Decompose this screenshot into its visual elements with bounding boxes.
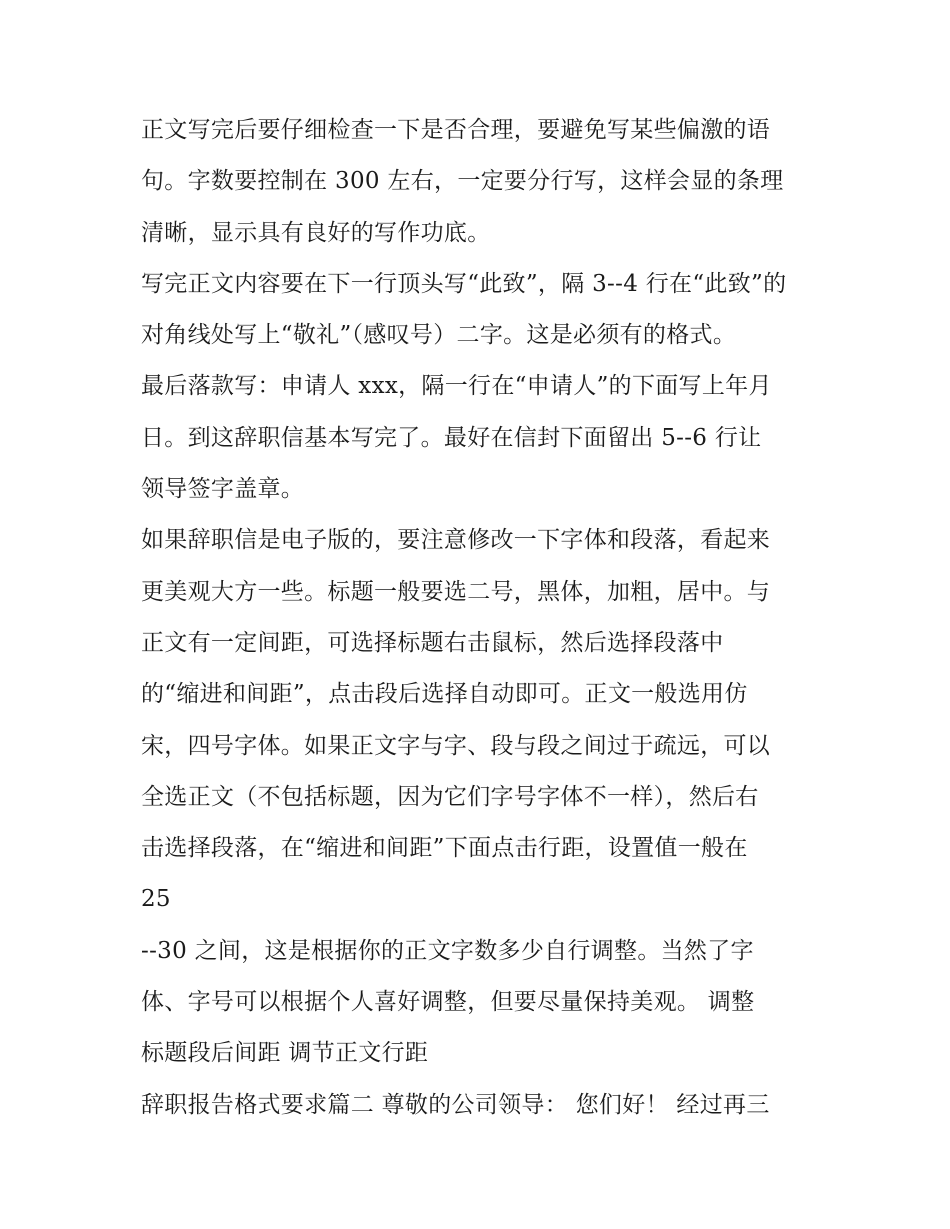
text-line-12: 的“缩进和间距”，点击段后选择自动即可。正文一般选用仿 xyxy=(141,681,748,708)
text-line-19: 标题段后间距 调节正文行距 xyxy=(141,1040,429,1067)
text-line-11: 正文有一定间距，可选择标题右击鼠标，然后选择段落中 xyxy=(141,629,724,656)
text-line-9: 如果辞职信是电子版的，要注意修改一下字体和段落，看起来 xyxy=(141,527,771,554)
text-line-6: 最后落款写：申请人 xxx，隔一行在“申请人”的下面写上年月 xyxy=(141,373,772,400)
text-line-16: 25 xyxy=(141,886,171,913)
text-line-4: 写完正文内容要在下一行顶头写“此致”，隔 3--4 行在“此致”的 xyxy=(141,270,787,297)
text-line-17: --30 之间，这是根据你的正文字数多少自行调整。当然了字 xyxy=(141,937,754,964)
text-line-13: 宋，四号字体。如果正文字与字、段与段之间过于疏远，可以 xyxy=(141,732,771,759)
text-line-1: 正文写完后要仔细检查一下是否合理，要避免写某些偏激的语 xyxy=(141,117,771,143)
text-line-7: 日。到这辞职信基本写完了。最好在信封下面留出 5--6 行让 xyxy=(141,424,762,451)
text-line-2: 句。字数要控制在 300 左右，一定要分行写，这样会显的条理 xyxy=(141,168,784,195)
text-line-5: 对角线处写上“敬礼”（感叹号）二字。这是必须有的格式。 xyxy=(141,322,737,349)
text-line-14: 全选正文（不包括标题，因为它们字号字体不一样），然后右 xyxy=(141,783,759,810)
text-line-18: 体、字号可以根据个人喜好调整，但要尽量保持美观。 调整 xyxy=(141,989,755,1016)
text-line-20: 辞职报告格式要求篇二 尊敬的公司领导： 您们好！ 经过再三 xyxy=(141,1091,770,1118)
document-body xyxy=(141,110,821,1136)
text-line-8: 领导签字盖章。 xyxy=(141,476,305,503)
text-line-15: 击选择段落，在“缩进和间距”下面点击行距，设置值一般在 xyxy=(141,835,748,862)
text-line-10: 更美观大方一些。标题一般要选二号，黑体，加粗，居中。与 xyxy=(141,578,771,605)
text-line-3: 清晰，显示具有良好的写作功底。 xyxy=(141,219,491,246)
